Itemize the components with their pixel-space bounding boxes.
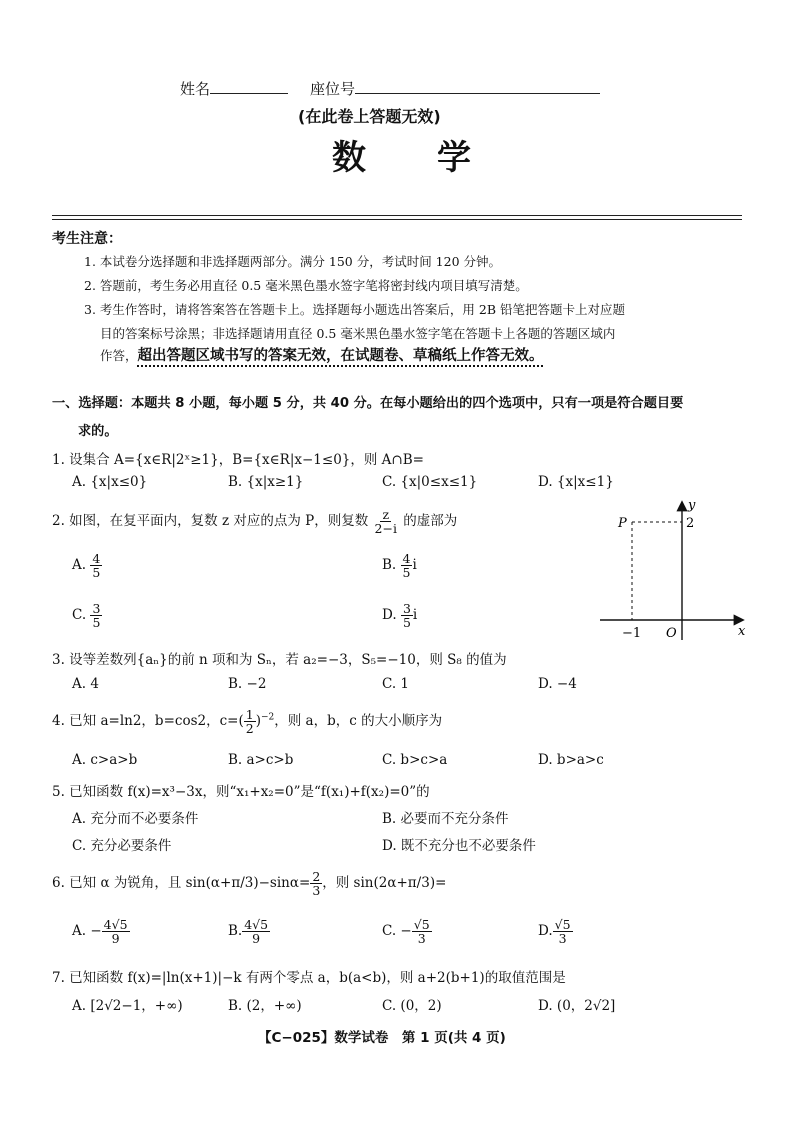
q5-option-a: A. 充分而不必要条件	[72, 811, 199, 827]
q2-d-den: 5	[402, 615, 411, 631]
notice-item-3-cont: 目的答案标号涂黑；非选择题请用直径 0.5 毫米黑色墨水签字笔在答题卡上各题的答题区域内	[100, 326, 616, 341]
q2-option-a	[72, 552, 102, 579]
q4-frac-den: 2	[245, 721, 254, 737]
q1-option-d: D. {x|x≤1}	[538, 474, 614, 490]
q2-b-label: B.	[382, 557, 397, 574]
q5-option-d: D. 既不充分也不必要条件	[382, 838, 536, 854]
q6-a-num: 4√5	[103, 917, 128, 932]
q6-d-label: D.	[538, 923, 553, 940]
q6-c-label: C. −	[382, 923, 412, 940]
q4-option-d: D. b>a>c	[538, 752, 604, 768]
double-rule-top	[52, 215, 742, 216]
q6-stem: 6. 已知 α 为锐角，且 sin(α+π/3)−sinα= $\frac{2}{3}$ ，则 sin(2α+π/3)=	[52, 869, 447, 899]
q6-stem-c: ，则 sin	[322, 875, 374, 892]
q3-option-a: A. 4	[72, 676, 99, 692]
q3-option-d: D. −4	[538, 676, 577, 692]
q4-option-a: A. c>a>b	[72, 752, 138, 768]
q2-b-tail: i	[412, 557, 417, 574]
q4-exponent: −2	[260, 712, 275, 723]
seat-label: 座位号	[310, 80, 356, 98]
q6-c-den: 3	[417, 931, 426, 947]
q2-a-label: A.	[72, 557, 87, 574]
q2-b-num: 4	[402, 551, 411, 566]
name-blank	[210, 79, 288, 94]
q4-stem-suffix: ，则 a，b，c 的大小顺序为	[274, 713, 443, 730]
q1-option-b: B. {x|x≥1}	[228, 474, 304, 490]
notice-emphasis: 超出答题区域书写的答案无效，在试题卷、草稿纸上作答无效。	[137, 348, 544, 364]
notice-heading: 考生注意：	[52, 231, 122, 247]
q2-stem-prefix: 2. 如图，在复平面内，复数 z 对应的点为 P，则复数	[52, 513, 369, 530]
point-p-label: P	[618, 516, 627, 531]
q2-d-num: 3	[402, 601, 411, 616]
q6-frac-den: 3	[312, 883, 321, 899]
q4-stem-prefix: 4. 已知 a=ln2，b=cos2，c=(	[52, 713, 244, 730]
q7-option-c: C. (0，2)	[382, 998, 442, 1014]
q2-frac-num: z	[382, 507, 390, 522]
q2-c-den: 5	[92, 615, 101, 631]
q7-stem: 7. 已知函数 f(x)=|ln(x+1)|−k 有两个零点 a，b(a<b)，则 a+2(b+1)的取值范围是	[52, 970, 566, 986]
q6-b-num: 4√5	[244, 917, 269, 932]
q6-d-den: 3	[558, 931, 567, 947]
q6-a-label: A. −	[72, 923, 102, 940]
q6-paren2: 2α+π/3	[378, 875, 430, 892]
q1-option-a: A. {x|x≤0}	[72, 474, 148, 490]
q2-a-den: 5	[92, 565, 101, 581]
notice-item-3-prefix: 作答，	[100, 348, 138, 363]
notice-item-3-end	[100, 344, 544, 365]
q6-c-num: √5	[413, 917, 430, 932]
page-title: 数 学	[332, 138, 472, 178]
q5-option-b: B. 必要而不充分条件	[382, 811, 509, 827]
q2-stem-suffix: 的虚部为	[403, 513, 458, 530]
q6-stem-b: −sinα=	[258, 875, 311, 892]
double-rule-bottom	[52, 219, 742, 220]
q6-stem-d: =	[435, 875, 447, 892]
q1-stem: 1. 设集合 A={x∈R|2ˣ≥1}，B={x∈R|x−1≤0}，则 A∩B=	[52, 452, 424, 468]
q6-option-b	[228, 918, 270, 945]
q5-stem: 5. 已知函数 f(x)=x³−3x，则“x₁+x₂=0”是“f(x₁)+f(x₂)=0”的	[52, 784, 430, 800]
name-label: 姓名	[180, 80, 211, 98]
x-axis-label: x	[738, 624, 746, 639]
q3-stem: 3. 设等差数列{aₙ}的前 n 项和为 Sₙ，若 a₂=−3，S₅=−10，则 S₈ 的值为	[52, 652, 507, 668]
q2-a-num: 4	[92, 551, 101, 566]
complex-plane-figure	[600, 495, 770, 645]
q6-option-d	[538, 918, 573, 945]
origin-label: O	[666, 626, 677, 641]
q2-c-num: 3	[92, 601, 101, 616]
q2-b-den: 5	[402, 565, 411, 581]
y-axis-label: y	[688, 498, 696, 513]
seat-blank	[355, 79, 600, 94]
q2-option-d	[382, 602, 417, 629]
q7-option-d: D. (0，2√2]	[538, 998, 616, 1014]
notice-item-3: 3. 考生作答时，请将答案答在答题卡上。选择题每小题选出答案后，用 2B 铅笔把答题卡上对应题	[84, 302, 625, 317]
q6-stem-a: 6. 已知 α 为锐角，且 sin	[52, 875, 206, 892]
q6-a-den: 9	[111, 931, 120, 947]
q3-option-b: B. −2	[228, 676, 267, 692]
q6-b-label: B.	[228, 923, 243, 940]
invalid-note: (在此卷上答题无效)	[298, 107, 441, 126]
q2-fraction	[373, 508, 399, 535]
q4-option-c: C. b>c>a	[382, 752, 448, 768]
q2-c-label: C.	[72, 607, 87, 624]
y-tick-label: 2	[686, 516, 695, 531]
page-footer: 【C−025】数学试卷 第 1 页(共 4 页)	[258, 1030, 506, 1046]
q6-d-num: √5	[554, 917, 571, 932]
q4-frac-num: 1	[245, 707, 254, 722]
q1-option-c: C. {x|0≤x≤1}	[382, 474, 478, 490]
q7-option-a: A. [2√2−1，+∞)	[72, 998, 183, 1014]
q6-option-c	[382, 918, 432, 945]
x-tick-label: −1	[622, 626, 642, 641]
q2-d-tail: i	[412, 607, 418, 624]
q2-frac-den: 2−i	[374, 521, 397, 537]
q7-option-b: B. (2，+∞)	[228, 998, 302, 1014]
section1-heading-line2: 求的。	[78, 424, 118, 439]
q6-paren1: α+π/3	[210, 875, 254, 892]
q6-frac-num: 2	[312, 869, 321, 884]
q2-option-c	[72, 602, 102, 629]
q2-d-label: D.	[382, 607, 397, 624]
seat-field	[310, 78, 600, 99]
q3-option-c: C. 1	[382, 676, 410, 692]
notice-item-1: 1. 本试卷分选择题和非选择题两部分。满分 150 分，考试时间 120 分钟。	[84, 254, 502, 269]
q2-option-b	[382, 552, 417, 579]
q4-option-b: B. a>c>b	[228, 752, 294, 768]
q4-stem: 4. 已知 a=ln2，b=cos2，c=( $\frac{1}{2}$ )$^{-2}$，则 a，b，c 的大小顺序为	[52, 707, 443, 737]
q6-b-den: 9	[252, 931, 261, 947]
q6-option-a	[72, 918, 130, 945]
name-field	[180, 78, 288, 99]
section1-heading-line1: 一、选择题：本题共 8 小题，每小题 5 分，共 40 分。在每小题给出的四个选项中，只有一项是符合题目要	[52, 396, 684, 411]
q5-option-c: C. 充分必要条件	[72, 838, 172, 854]
q2-stem	[52, 508, 457, 535]
notice-item-2: 2. 答题前，考生务必用直径 0.5 毫米黑色墨水签字笔将密封线内项目填写清楚。	[84, 278, 528, 293]
